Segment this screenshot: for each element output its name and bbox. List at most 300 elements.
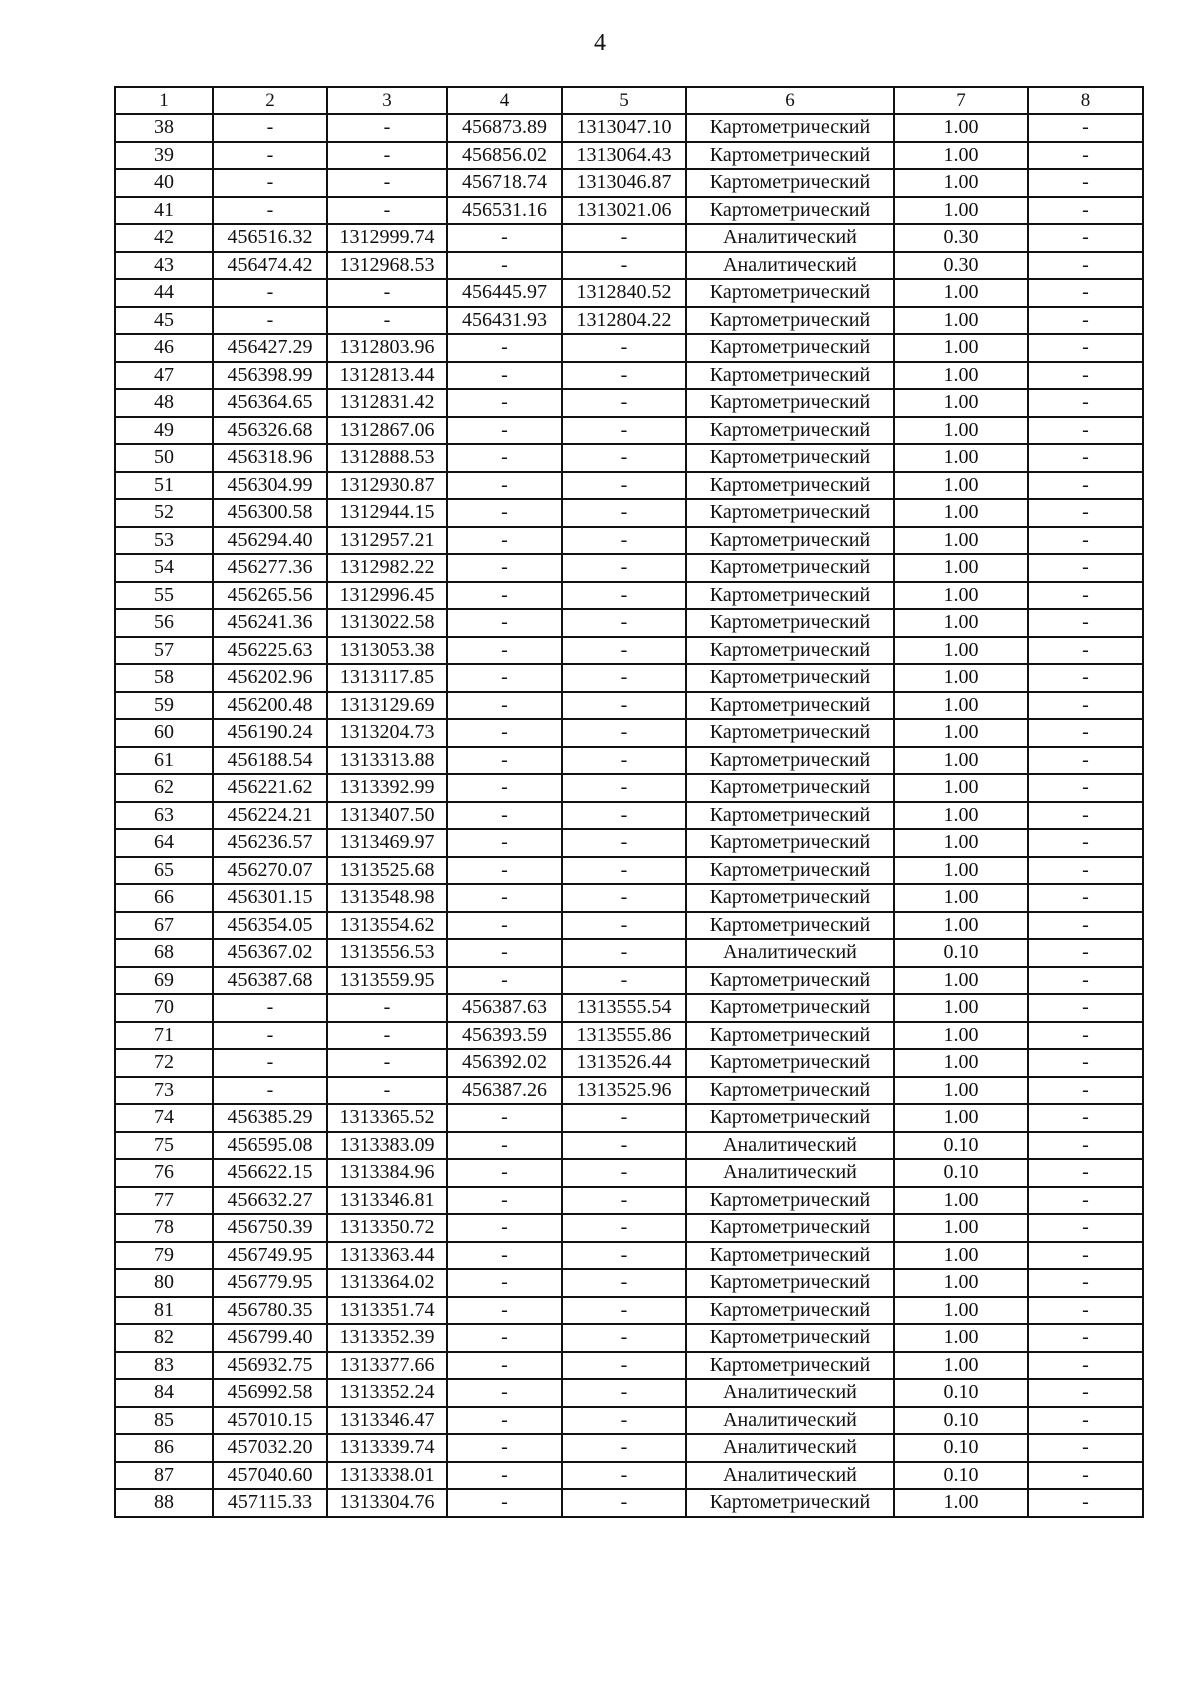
cell-note: - (1028, 774, 1143, 802)
cell-point-number: 64 (115, 829, 213, 857)
cell-y-new: - (562, 1297, 686, 1325)
cell-point-number: 57 (115, 637, 213, 665)
cell-x-new: - (447, 224, 562, 252)
cell-y-new: - (562, 499, 686, 527)
cell-note: - (1028, 417, 1143, 445)
table-row (115, 1242, 1143, 1270)
cell-x-new: - (447, 967, 562, 995)
table-row (115, 1049, 1143, 1077)
cell-x-existing: - (213, 307, 327, 335)
table-row (115, 1269, 1143, 1297)
cell-x-new: - (447, 389, 562, 417)
cell-accuracy: 1.00 (894, 499, 1028, 527)
cell-note: - (1028, 747, 1143, 775)
cell-accuracy: 1.00 (894, 472, 1028, 500)
cell-y-existing: 1313407.50 (327, 802, 447, 830)
cell-y-existing: 1312813.44 (327, 362, 447, 390)
cell-method: Картометрический (686, 1049, 894, 1077)
table-row (115, 444, 1143, 472)
cell-x-existing: - (213, 169, 327, 197)
cell-method: Аналитический (686, 1434, 894, 1462)
cell-y-new: - (562, 252, 686, 280)
cell-x-new: - (447, 472, 562, 500)
cell-x-existing: 457010.15 (213, 1407, 327, 1435)
cell-method: Картометрический (686, 994, 894, 1022)
cell-method: Картометрический (686, 1324, 894, 1352)
cell-note: - (1028, 637, 1143, 665)
cell-y-existing: - (327, 1077, 447, 1105)
cell-x-existing: 456474.42 (213, 252, 327, 280)
cell-y-new: - (562, 527, 686, 555)
cell-y-new: - (562, 719, 686, 747)
cell-y-existing: 1313204.73 (327, 719, 447, 747)
cell-y-existing: 1313559.95 (327, 967, 447, 995)
cell-point-number: 48 (115, 389, 213, 417)
cell-y-new: - (562, 362, 686, 390)
cell-method: Картометрический (686, 389, 894, 417)
cell-method: Картометрический (686, 307, 894, 335)
cell-accuracy: 1.00 (894, 169, 1028, 197)
cell-y-existing: 1313525.68 (327, 857, 447, 885)
cell-x-existing: 456304.99 (213, 472, 327, 500)
cell-x-new: 456392.02 (447, 1049, 562, 1077)
table-row (115, 1297, 1143, 1325)
table-row (115, 719, 1143, 747)
cell-x-existing: 457115.33 (213, 1489, 327, 1517)
cell-point-number: 62 (115, 774, 213, 802)
cell-accuracy: 1.00 (894, 142, 1028, 170)
cell-y-existing: - (327, 1049, 447, 1077)
table-row (115, 142, 1143, 170)
cell-y-new: - (562, 444, 686, 472)
column-header-1: 1 (115, 87, 213, 114)
cell-note: - (1028, 1434, 1143, 1462)
cell-note: - (1028, 1242, 1143, 1270)
cell-method: Картометрический (686, 1104, 894, 1132)
cell-accuracy: 1.00 (894, 692, 1028, 720)
cell-x-new: - (447, 554, 562, 582)
cell-y-existing: 1313117.85 (327, 664, 447, 692)
cell-y-existing: 1313352.24 (327, 1379, 447, 1407)
cell-y-new: - (562, 224, 686, 252)
cell-y-existing: 1313383.09 (327, 1132, 447, 1160)
cell-note: - (1028, 114, 1143, 142)
cell-note: - (1028, 1352, 1143, 1380)
cell-x-new: - (447, 664, 562, 692)
cell-method: Картометрический (686, 609, 894, 637)
cell-y-existing: 1312968.53 (327, 252, 447, 280)
cell-y-existing: 1312999.74 (327, 224, 447, 252)
table-row (115, 1214, 1143, 1242)
cell-x-existing: 456992.58 (213, 1379, 327, 1407)
cell-x-existing: 456387.68 (213, 967, 327, 995)
cell-x-new: - (447, 527, 562, 555)
table-row (115, 362, 1143, 390)
cell-y-new: 1313555.86 (562, 1022, 686, 1050)
cell-y-existing: 1312957.21 (327, 527, 447, 555)
cell-point-number: 66 (115, 884, 213, 912)
cell-point-number: 73 (115, 1077, 213, 1105)
cell-point-number: 79 (115, 1242, 213, 1270)
cell-method: Картометрический (686, 829, 894, 857)
cell-accuracy: 1.00 (894, 1049, 1028, 1077)
cell-method: Картометрический (686, 912, 894, 940)
cell-x-existing: - (213, 197, 327, 225)
cell-x-existing: 456277.36 (213, 554, 327, 582)
cell-x-new: 456387.63 (447, 994, 562, 1022)
cell-x-existing: 456241.36 (213, 609, 327, 637)
cell-point-number: 77 (115, 1187, 213, 1215)
cell-note: - (1028, 389, 1143, 417)
cell-x-new: - (447, 1324, 562, 1352)
cell-x-new: - (447, 747, 562, 775)
cell-note: - (1028, 169, 1143, 197)
cell-accuracy: 1.00 (894, 1324, 1028, 1352)
cell-accuracy: 1.00 (894, 967, 1028, 995)
cell-method: Картометрический (686, 692, 894, 720)
cell-x-new: 456431.93 (447, 307, 562, 335)
cell-note: - (1028, 362, 1143, 390)
cell-y-new: - (562, 664, 686, 692)
cell-x-existing: 456398.99 (213, 362, 327, 390)
cell-point-number: 85 (115, 1407, 213, 1435)
cell-note: - (1028, 719, 1143, 747)
cell-x-existing: 456622.15 (213, 1159, 327, 1187)
cell-point-number: 55 (115, 582, 213, 610)
cell-y-new: - (562, 1407, 686, 1435)
cell-method: Картометрический (686, 1297, 894, 1325)
cell-note: - (1028, 142, 1143, 170)
cell-y-existing: 1313548.98 (327, 884, 447, 912)
cell-y-existing: 1313339.74 (327, 1434, 447, 1462)
table-row (115, 664, 1143, 692)
cell-y-new: - (562, 1434, 686, 1462)
table-row (115, 334, 1143, 362)
cell-note: - (1028, 279, 1143, 307)
cell-y-new: - (562, 747, 686, 775)
cell-method: Картометрический (686, 362, 894, 390)
cell-point-number: 47 (115, 362, 213, 390)
cell-method: Картометрический (686, 279, 894, 307)
cell-x-existing: 456300.58 (213, 499, 327, 527)
cell-note: - (1028, 857, 1143, 885)
cell-y-existing: 1312996.45 (327, 582, 447, 610)
cell-x-existing: - (213, 142, 327, 170)
cell-x-new: - (447, 1489, 562, 1517)
cell-method: Аналитический (686, 1132, 894, 1160)
table-row (115, 472, 1143, 500)
cell-x-existing: - (213, 994, 327, 1022)
table-row (115, 1022, 1143, 1050)
cell-note: - (1028, 609, 1143, 637)
table-row (115, 1324, 1143, 1352)
cell-point-number: 50 (115, 444, 213, 472)
cell-x-new: - (447, 499, 562, 527)
cell-x-new: - (447, 1159, 562, 1187)
table-row (115, 224, 1143, 252)
cell-method: Картометрический (686, 527, 894, 555)
column-header-5: 5 (562, 87, 686, 114)
cell-method: Аналитический (686, 1379, 894, 1407)
cell-x-existing: 456749.95 (213, 1242, 327, 1270)
cell-accuracy: 1.00 (894, 114, 1028, 142)
cell-x-existing: 456188.54 (213, 747, 327, 775)
cell-point-number: 75 (115, 1132, 213, 1160)
cell-x-existing: 456221.62 (213, 774, 327, 802)
table-row (115, 994, 1143, 1022)
cell-y-new: 1313525.96 (562, 1077, 686, 1105)
cell-accuracy: 1.00 (894, 1352, 1028, 1380)
cell-accuracy: 1.00 (894, 444, 1028, 472)
cell-method: Картометрический (686, 1242, 894, 1270)
cell-accuracy: 1.00 (894, 417, 1028, 445)
cell-y-new: 1313526.44 (562, 1049, 686, 1077)
cell-method: Картометрический (686, 114, 894, 142)
table-row (115, 389, 1143, 417)
cell-y-existing: - (327, 307, 447, 335)
cell-y-existing: 1313365.52 (327, 1104, 447, 1132)
cell-y-existing: 1313022.58 (327, 609, 447, 637)
column-header-3: 3 (327, 87, 447, 114)
cell-point-number: 69 (115, 967, 213, 995)
cell-x-new: - (447, 802, 562, 830)
table-row (115, 554, 1143, 582)
cell-y-existing: 1312803.96 (327, 334, 447, 362)
table-row (115, 1104, 1143, 1132)
cell-method: Картометрический (686, 967, 894, 995)
cell-point-number: 82 (115, 1324, 213, 1352)
cell-note: - (1028, 967, 1143, 995)
cell-x-existing: 456190.24 (213, 719, 327, 747)
cell-y-existing: 1312831.42 (327, 389, 447, 417)
table-row (115, 637, 1143, 665)
cell-y-new: - (562, 582, 686, 610)
cell-accuracy: 0.10 (894, 1159, 1028, 1187)
cell-y-new: - (562, 1159, 686, 1187)
cell-point-number: 84 (115, 1379, 213, 1407)
cell-x-new: - (447, 417, 562, 445)
cell-y-new: - (562, 1187, 686, 1215)
cell-note: - (1028, 1407, 1143, 1435)
cell-x-new: - (447, 1462, 562, 1490)
cell-note: - (1028, 1269, 1143, 1297)
cell-note: - (1028, 1297, 1143, 1325)
cell-accuracy: 1.00 (894, 664, 1028, 692)
cell-accuracy: 1.00 (894, 857, 1028, 885)
cell-accuracy: 1.00 (894, 719, 1028, 747)
cell-point-number: 41 (115, 197, 213, 225)
cell-accuracy: 1.00 (894, 637, 1028, 665)
cell-x-new: 456856.02 (447, 142, 562, 170)
table-row (115, 279, 1143, 307)
cell-y-existing: 1312944.15 (327, 499, 447, 527)
cell-x-new: - (447, 884, 562, 912)
cell-point-number: 68 (115, 939, 213, 967)
cell-method: Картометрический (686, 1269, 894, 1297)
cell-x-existing: 457032.20 (213, 1434, 327, 1462)
table-row (115, 1462, 1143, 1490)
cell-y-new: 1312804.22 (562, 307, 686, 335)
cell-x-new: - (447, 609, 562, 637)
cell-x-new: - (447, 692, 562, 720)
cell-accuracy: 1.00 (894, 1022, 1028, 1050)
cell-y-new: - (562, 912, 686, 940)
cell-point-number: 45 (115, 307, 213, 335)
cell-point-number: 43 (115, 252, 213, 280)
cell-x-existing: 456270.07 (213, 857, 327, 885)
table-row (115, 692, 1143, 720)
cell-x-new: - (447, 362, 562, 390)
cell-y-existing: 1313554.62 (327, 912, 447, 940)
cell-note: - (1028, 939, 1143, 967)
cell-y-new: - (562, 417, 686, 445)
cell-accuracy: 1.00 (894, 802, 1028, 830)
cell-point-number: 58 (115, 664, 213, 692)
cell-y-new: 1313047.10 (562, 114, 686, 142)
cell-x-new: - (447, 1379, 562, 1407)
cell-note: - (1028, 1324, 1143, 1352)
cell-y-new: - (562, 692, 686, 720)
cell-note: - (1028, 1187, 1143, 1215)
cell-y-new: - (562, 829, 686, 857)
cell-point-number: 72 (115, 1049, 213, 1077)
cell-x-new: - (447, 1352, 562, 1380)
column-header-6: 6 (686, 87, 894, 114)
page-number: 4 (594, 30, 606, 56)
table-row (115, 1159, 1143, 1187)
table-row (115, 169, 1143, 197)
cell-method: Аналитический (686, 224, 894, 252)
table-row (115, 499, 1143, 527)
cell-x-existing: - (213, 1049, 327, 1077)
cell-y-existing: - (327, 142, 447, 170)
cell-note: - (1028, 1022, 1143, 1050)
cell-y-new: - (562, 472, 686, 500)
table-row (115, 1379, 1143, 1407)
cell-x-new: - (447, 829, 562, 857)
cell-note: - (1028, 252, 1143, 280)
cell-x-new: - (447, 1132, 562, 1160)
cell-point-number: 71 (115, 1022, 213, 1050)
cell-y-existing: 1313346.81 (327, 1187, 447, 1215)
cell-y-existing: 1313352.39 (327, 1324, 447, 1352)
cell-accuracy: 0.30 (894, 224, 1028, 252)
cell-x-existing: 456932.75 (213, 1352, 327, 1380)
cell-y-new: - (562, 1379, 686, 1407)
cell-point-number: 86 (115, 1434, 213, 1462)
cell-x-existing: 456265.56 (213, 582, 327, 610)
cell-note: - (1028, 1132, 1143, 1160)
cell-method: Картометрический (686, 857, 894, 885)
cell-x-new: - (447, 1269, 562, 1297)
table-row (115, 114, 1143, 142)
cell-x-existing: 456799.40 (213, 1324, 327, 1352)
cell-y-new: - (562, 802, 686, 830)
table-row (115, 1407, 1143, 1435)
cell-y-new: 1313046.87 (562, 169, 686, 197)
cell-note: - (1028, 334, 1143, 362)
cell-y-new: - (562, 857, 686, 885)
cell-point-number: 59 (115, 692, 213, 720)
cell-x-new: - (447, 252, 562, 280)
cell-point-number: 52 (115, 499, 213, 527)
cell-method: Картометрический (686, 664, 894, 692)
cell-x-new: 456873.89 (447, 114, 562, 142)
cell-method: Картометрический (686, 417, 894, 445)
cell-point-number: 87 (115, 1462, 213, 1490)
cell-y-new: - (562, 1489, 686, 1517)
cell-y-existing: 1313304.76 (327, 1489, 447, 1517)
cell-accuracy: 1.00 (894, 912, 1028, 940)
table-header-row (115, 87, 1143, 114)
table-row (115, 774, 1143, 802)
cell-y-existing: 1312888.53 (327, 444, 447, 472)
cell-y-existing: 1313338.01 (327, 1462, 447, 1490)
cell-y-existing: - (327, 114, 447, 142)
cell-x-new: - (447, 857, 562, 885)
cell-y-new: 1312840.52 (562, 279, 686, 307)
cell-method: Картометрический (686, 499, 894, 527)
cell-y-existing: - (327, 197, 447, 225)
cell-y-existing: - (327, 1022, 447, 1050)
cell-accuracy: 1.00 (894, 554, 1028, 582)
cell-y-existing: 1313129.69 (327, 692, 447, 720)
cell-x-existing: 456516.32 (213, 224, 327, 252)
table-row (115, 609, 1143, 637)
cell-x-existing: 456595.08 (213, 1132, 327, 1160)
cell-accuracy: 1.00 (894, 197, 1028, 225)
cell-x-existing: 456294.40 (213, 527, 327, 555)
cell-point-number: 65 (115, 857, 213, 885)
cell-y-new: - (562, 334, 686, 362)
cell-method: Картометрический (686, 169, 894, 197)
cell-accuracy: 0.10 (894, 1407, 1028, 1435)
cell-x-new: 456387.26 (447, 1077, 562, 1105)
cell-x-new: 456445.97 (447, 279, 562, 307)
cell-x-existing: 456224.21 (213, 802, 327, 830)
cell-x-new: - (447, 334, 562, 362)
cell-accuracy: 1.00 (894, 884, 1028, 912)
cell-x-new: - (447, 1187, 562, 1215)
table-row (115, 939, 1143, 967)
cell-method: Картометрический (686, 334, 894, 362)
cell-point-number: 74 (115, 1104, 213, 1132)
cell-point-number: 39 (115, 142, 213, 170)
cell-y-new: - (562, 1104, 686, 1132)
cell-y-existing: 1313469.97 (327, 829, 447, 857)
cell-method: Картометрический (686, 582, 894, 610)
cell-note: - (1028, 1462, 1143, 1490)
cell-note: - (1028, 197, 1143, 225)
cell-note: - (1028, 1489, 1143, 1517)
cell-y-new: 1313555.54 (562, 994, 686, 1022)
cell-x-new: - (447, 1104, 562, 1132)
cell-note: - (1028, 994, 1143, 1022)
cell-accuracy: 1.00 (894, 1297, 1028, 1325)
cell-note: - (1028, 829, 1143, 857)
cell-x-existing: 456354.05 (213, 912, 327, 940)
table-row (115, 1352, 1143, 1380)
cell-y-existing: 1313384.96 (327, 1159, 447, 1187)
table-row (115, 884, 1143, 912)
cell-method: Картометрический (686, 554, 894, 582)
cell-note: - (1028, 884, 1143, 912)
cell-accuracy: 1.00 (894, 774, 1028, 802)
cell-accuracy: 1.00 (894, 994, 1028, 1022)
cell-point-number: 40 (115, 169, 213, 197)
table-row (115, 802, 1143, 830)
cell-x-new: - (447, 1297, 562, 1325)
